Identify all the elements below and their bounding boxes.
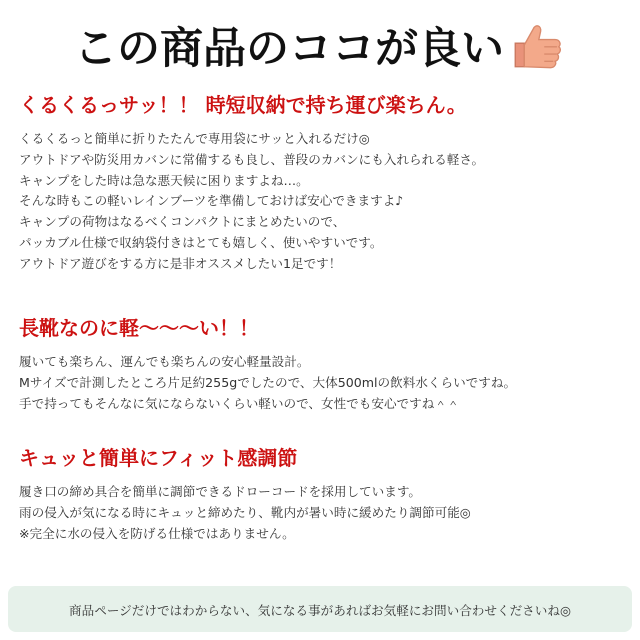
body-line: Mサイズで計測したところ片足約255gでしたので、大体500mlの飲料水くらいですね。 [19, 374, 517, 390]
body-line: 履き口の締め具合を簡単に調節できるドローコードを採用しています。 [19, 484, 421, 499]
body-line: 雨の侵入が気になる時にキュッと締めたり、靴内が暑い時に緩めたり調節可能◎ [19, 504, 471, 520]
section-lightweight [19, 315, 629, 414]
body-line: 履いても楽ちん、運んでも楽ちんの安心軽量設計。 [19, 354, 310, 369]
body-line: そんな時もこの軽いレインブーツを準備しておけば安心できますよ♪ [19, 193, 404, 209]
thumbs-up-icon [508, 16, 566, 74]
page-title: この商品のココが良い [74, 23, 504, 74]
body-line: くるくるっと簡単に折りたたんで専用袋にサッと入れるだけ◎ [19, 131, 370, 146]
title-row [0, 10, 640, 80]
contact-banner-text: 商品ページだけではわからない、気になる事があればお気軽にお問い合わせくださいね◎ [69, 602, 571, 618]
section-heading: 長靴なのに軽〜〜〜い！！ [19, 316, 259, 340]
section-heading: キュッと簡単にフィット感調節 [19, 446, 298, 470]
body-line: アウトドアや防災用カバンに常備するも良し、普段のカバンにも入れられる軽さ。 [19, 151, 485, 167]
contact-banner [8, 586, 632, 632]
section-packable [19, 92, 629, 275]
body-line: ※完全に水の侵入を防げる仕様ではありません。 [19, 525, 295, 541]
body-line: パッカブル仕様で収納袋付きはとても嬉しく、使いやすいです。 [19, 234, 383, 250]
section-heading: くるくるっサッ！！ 時短収納で持ち運び楽ちん。 [19, 93, 467, 117]
section-fit-adjust [19, 445, 629, 544]
body-line: アウトドア遊びをする方に是非オススメしたい1足です！ [19, 255, 342, 271]
body-line: キャンプの荷物はなるべくコンパクトにまとめたいので、 [19, 214, 346, 230]
body-line: キャンプをした時は急な悪天候に困りますよね…。 [19, 172, 309, 188]
body-line: 手で持ってもそんなに気にならないくらい軽いので、女性でも安心ですね＾＾ [19, 395, 460, 411]
